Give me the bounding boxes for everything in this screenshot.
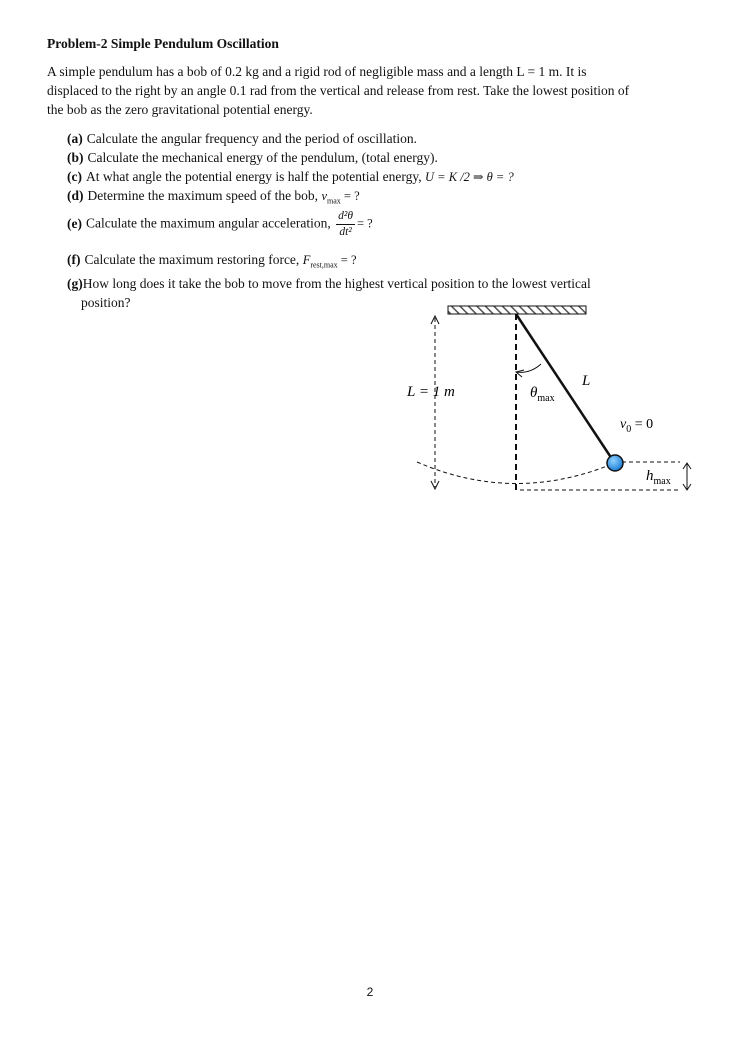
v0-subscript: 0 <box>626 424 632 435</box>
vmax-subscript: max <box>327 196 341 206</box>
question-e-label: (e) <box>67 215 82 231</box>
question-f-label: (f) <box>67 252 81 267</box>
fraction-numerator: d²θ <box>336 210 355 225</box>
initial-velocity-label <box>620 417 653 435</box>
question-d-label: (d) <box>67 188 84 203</box>
force-symbol: F <box>302 253 311 267</box>
question-b-text: Calculate the mechanical energy of the pendulum, (total energy). <box>87 150 438 165</box>
question-e-rest: = ? <box>357 216 373 231</box>
pendulum-bob <box>607 455 623 471</box>
v0-symbol: v <box>620 417 627 432</box>
question-a-label: (a) <box>67 131 83 146</box>
question-e-text: Calculate the maximum angular acceleration, <box>85 215 331 231</box>
rod-length-label: L <box>582 373 591 389</box>
fraction-denominator: dt² <box>339 226 352 238</box>
hmax-label <box>646 468 671 487</box>
question-c-text: At what angle the potential energy is half the potential energy, <box>85 169 422 184</box>
force-subscript: rest,max <box>310 260 338 270</box>
h-symbol: h <box>646 468 654 484</box>
vmax-rest: = ? <box>340 189 360 203</box>
length-label: L = 1 m <box>407 384 455 400</box>
vmax-symbol: v <box>321 189 327 203</box>
problem-title: Problem-2 Simple Pendulum Oscillation <box>47 36 279 51</box>
question-f-text: Calculate the maximum restoring force, <box>84 252 300 267</box>
v0-value: = 0 <box>631 417 654 432</box>
intro-line-2: displaced to the right by an angle 0.1 rad from the vertical and release from rest. Take the lowest position of <box>47 83 630 98</box>
h-subscript: max <box>653 476 671 487</box>
page-number: 2 <box>366 985 374 999</box>
question-d-text: Determine the maximum speed of the bob, <box>87 188 319 203</box>
theta-arrow <box>516 370 524 377</box>
intro-line-1: A simple pendulum has a bob of 0.2 kg and a rigid rod of negligible mass and a length L = 1 m. It is <box>47 64 587 79</box>
theta-symbol: θ <box>530 385 538 401</box>
theta-max-label <box>530 385 555 404</box>
intro-line-3: the bob as the zero gravitational potential energy. <box>47 102 313 117</box>
question-c-label: (c) <box>67 169 82 184</box>
pendulum-diagram <box>0 0 740 520</box>
question-a-text: Calculate the angular frequency and the period of oscillation. <box>86 131 417 146</box>
question-g-text-line1: How long does it take the bob to move from the highest vertical position to the lowest vertical <box>82 276 591 291</box>
question-c-math: U = K /2 ⇒ θ = ? <box>425 170 514 184</box>
question-g-label: (g) <box>67 276 83 291</box>
ceiling-support <box>448 306 586 314</box>
question-b-label: (b) <box>67 150 84 165</box>
force-rest: = ? <box>337 253 357 267</box>
theta-subscript: max <box>537 393 555 404</box>
question-g-text-line2: position? <box>81 295 131 310</box>
